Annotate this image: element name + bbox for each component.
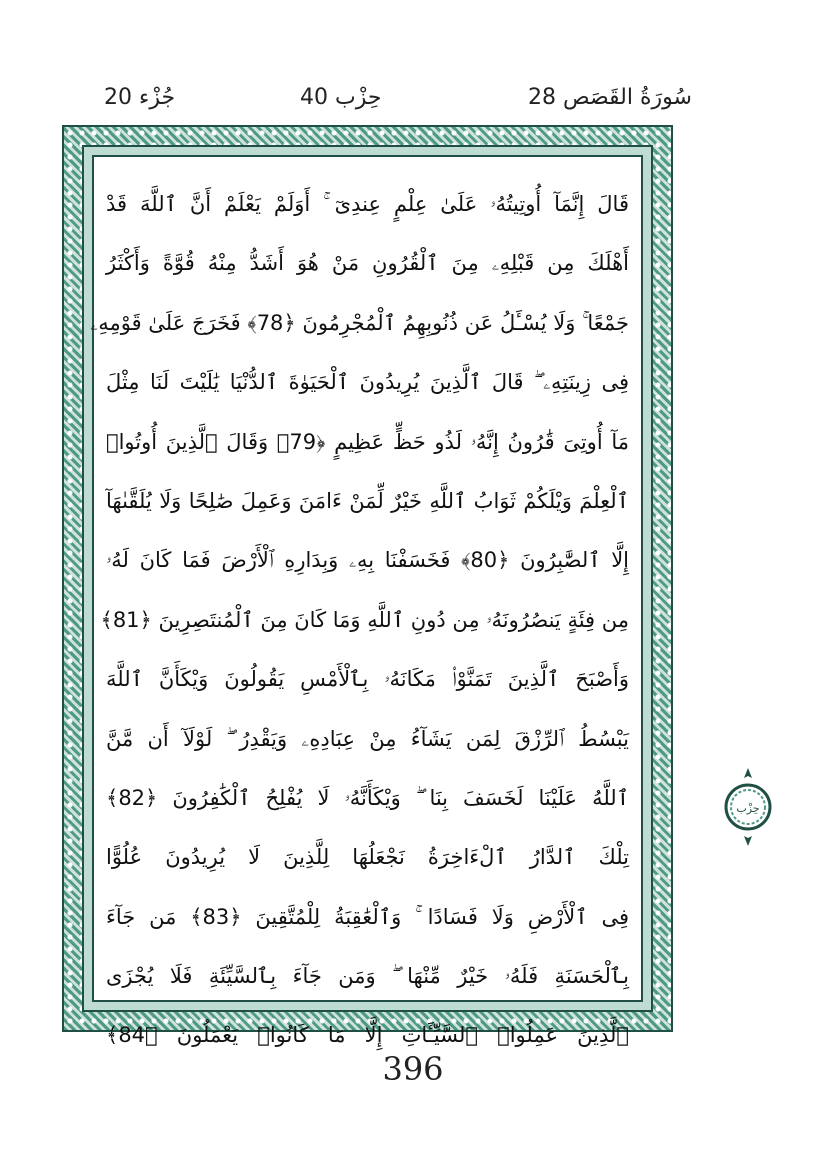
hizb-label: حِزْب 40	[300, 85, 382, 110]
text-line: قَالَ إِنَّمَآ أُوتِيتُهُۥ عَلَىٰ عِلْمٍ عِندِىٓ ۚ أَوَلَمْ يَعْلَمْ أَنَّ ٱللَّهَ قَدْ	[106, 192, 629, 216]
text-line: إِلَّا ٱلصَّٰبِرُونَ ﴿80﴾ فَخَسَفْنَا بِهِۦ وَبِدَارِهِ ٱلْأَرْضَ فَمَا كَانَ لَهُۥ	[106, 548, 630, 573]
surah-title: 28 سُورَةُ القَصَص	[528, 85, 692, 110]
text-line: ٱلْعِلْمَ وَيْلَكُمْ ثَوَابُ ٱللَّهِ خَيْرٌ لِّمَنْ ءَامَنَ وَعَمِلَ صَٰلِحًا وَلَا يُلَقَّىٰهَآ	[106, 488, 629, 513]
text-line: أَهْلَكَ مِن قَبْلِهِۦ مِنَ ٱلْقُرُونِ مَنْ هُوَ أَشَدُّ مِنْهُ قُوَّةً وَأَكْثَرُ	[106, 251, 629, 276]
text-line: مِن فِئَةٍ يَنصُرُونَهُۥ مِن دُونِ ٱللَّهِ وَمَا كَانَ مِنَ ٱلْمُنتَصِرِينَ ﴿81﴾	[100, 607, 629, 632]
text-line: مَآ أُوتِىَ قَٰرُونُ إِنَّهُۥ لَذُو حَظٍّ عَظِيمٍ ﴿79﴾ وَقَالَ ٱلَّذِينَ أُوتُوا۟	[106, 429, 629, 454]
text-line: فِى زِينَتِهِۦ ۖ قَالَ ٱلَّذِينَ يُرِيدُونَ ٱلْحَيَوٰةَ ٱلدُّنْيَا يَٰلَيْتَ لَنَا مِثْلَ	[106, 370, 629, 395]
text-line: ٱللَّهُ عَلَيْنَا لَخَسَفَ بِنَا ۖ وَيْكَأَنَّهُۥ لَا يُفْلِحُ ٱلْكَٰفِرُونَ ﴿82﴾	[106, 785, 629, 810]
text-line: فِى ٱلْأَرْضِ وَلَا فَسَادًا ۚ وَٱلْعَٰقِبَةُ لِلْمُتَّقِينَ ﴿83﴾ مَن جَآءَ	[106, 904, 629, 929]
text-line: تِلْكَ ٱلدَّارُ ٱلْءَاخِرَةُ نَجْعَلُهَا لِلَّذِينَ لَا يُرِيدُونَ عُلُوًّا	[106, 845, 629, 870]
page-header	[0, 80, 826, 120]
text-line: يَبْسُطُ ٱلرِّزْقَ لِمَن يَشَآءُ مِنْ عِبَادِهِۦ وَيَقْدِرُ ۖ لَوْلَآ أَن مَّنَّ	[106, 726, 629, 751]
text-line: بِٱلْحَسَنَةِ فَلَهُۥ خَيْرٌ مِّنْهَا ۖ وَمَن جَآءَ بِٱلسَّيِّئَةِ فَلَا يُجْزَى	[106, 964, 629, 989]
page-number: 396	[382, 1050, 444, 1088]
text-line: جَمْعًا ۚ وَلَا يُسْـَٔلُ عَن ذُنُوبِهِمُ ٱلْمُجْرِمُونَ ﴿78﴾ فَخَرَجَ عَلَىٰ قَوْمِهِۦ	[90, 310, 629, 335]
hizb-marker-icon	[724, 766, 772, 848]
verse-text-area	[90, 155, 643, 1048]
text-line: وَأَصْبَحَ ٱلَّذِينَ تَمَنَّوْا۟ مَكَانَهُۥ بِٱلْأَمْسِ يَقُولُونَ وَيْكَأَنَّ ٱللَّهَ	[106, 667, 629, 692]
juz-label: جُزْء 20	[104, 85, 176, 110]
hizb-marker-label: حِزْب	[736, 802, 760, 815]
text-line: ٱلَّذِينَ عَمِلُوا۟ ٱلسَّيِّـَٔاتِ إِلَّا مَا كَانُوا۟ يَعْمَلُونَ ﴿84﴾	[106, 1023, 629, 1048]
